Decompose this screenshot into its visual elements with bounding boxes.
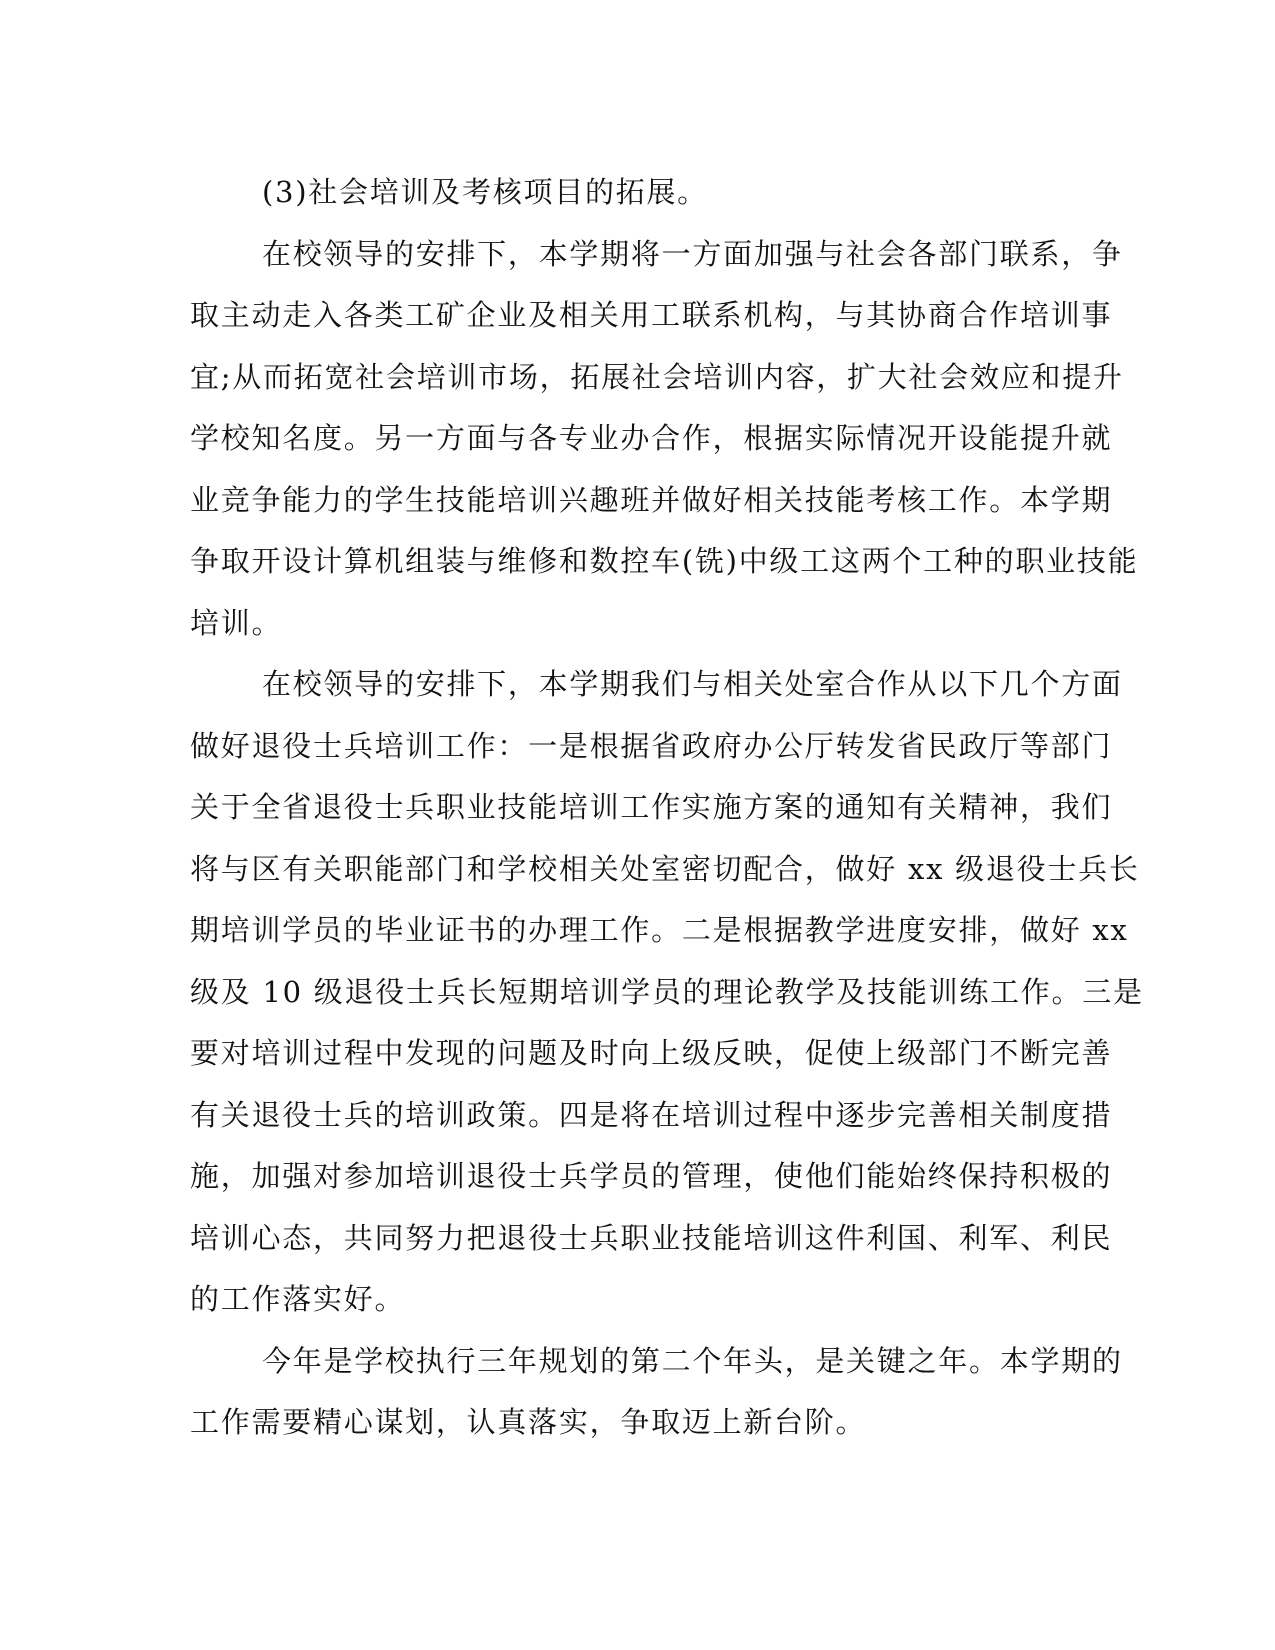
paragraph-line: 有关退役士兵的培训政策。四是将在培训过程中逐步完善相关制度措 (190, 1097, 1113, 1132)
paragraph-line: 培训心态，共同努力把退役士兵职业技能培训这件利国、利军、利民 (190, 1220, 1113, 1255)
section-heading: (3)社会培训及考核项目的拓展。 (262, 175, 708, 209)
paragraph-line: 争取开设计算机组装与维修和数控车(铣)中级工这两个工种的职业技能 (190, 544, 1139, 578)
paragraph-veteran-training (190, 654, 1144, 1331)
paragraph-line: 在校领导的安排下，本学期将一方面加强与社会各部门联系，争 (262, 236, 1123, 271)
paragraph-line: 今年是学校执行三年规划的第二个年头，是关键之年。本学期的 (262, 1343, 1123, 1378)
paragraph-line: 学校知名度。另一方面与各专业办合作，根据实际情况开设能提升就 (190, 421, 1113, 455)
paragraph-closing (190, 1331, 1123, 1454)
paragraph-line: 要对培训过程中发现的问题及时向上级反映，促使上级部门不断完善 (190, 1036, 1113, 1070)
paragraph-line: 做好退役士兵培训工作：一是根据省政府办公厅转发省民政厅等部门 (190, 728, 1113, 763)
paragraph-line: 期培训学员的毕业证书的办理工作。二是根据教学进度安排，做好 xx (190, 913, 1129, 947)
paragraph-social-training (190, 224, 1139, 655)
paragraph-line: 关于全省退役士兵职业技能培训工作实施方案的通知有关精神，我们 (190, 790, 1113, 824)
paragraph-line: 宜;从而拓宽社会培训市场，拓展社会培训内容，扩大社会效应和提升 (190, 359, 1124, 394)
paragraph-line: 业竞争能力的学生技能培训兴趣班并做好相关技能考核工作。本学期 (190, 482, 1113, 517)
paragraph-line: 将与区有关职能部门和学校相关处室密切配合，做好 xx 级退役士兵长 (190, 851, 1140, 886)
paragraph-line: 取主动走入各类工矿企业及相关用工联系机构，与其协商合作培训事 (190, 298, 1113, 332)
paragraph-line: 在校领导的安排下，本学期我们与相关处室合作从以下几个方面 (262, 667, 1123, 701)
paragraph-line: 工作需要精心谋划，认真落实，争取迈上新台阶。 (190, 1405, 867, 1439)
paragraph-line: 施，加强对参加培训退役士兵学员的管理，使他们能始终保持积极的 (190, 1159, 1113, 1193)
paragraph-line: 级及 10 级退役士兵长短期培训学员的理论教学及技能训练工作。三是 (190, 974, 1144, 1009)
paragraph-line: 的工作落实好。 (190, 1282, 406, 1316)
document-body (190, 162, 1144, 1454)
paragraph-line: 培训。 (190, 605, 283, 640)
